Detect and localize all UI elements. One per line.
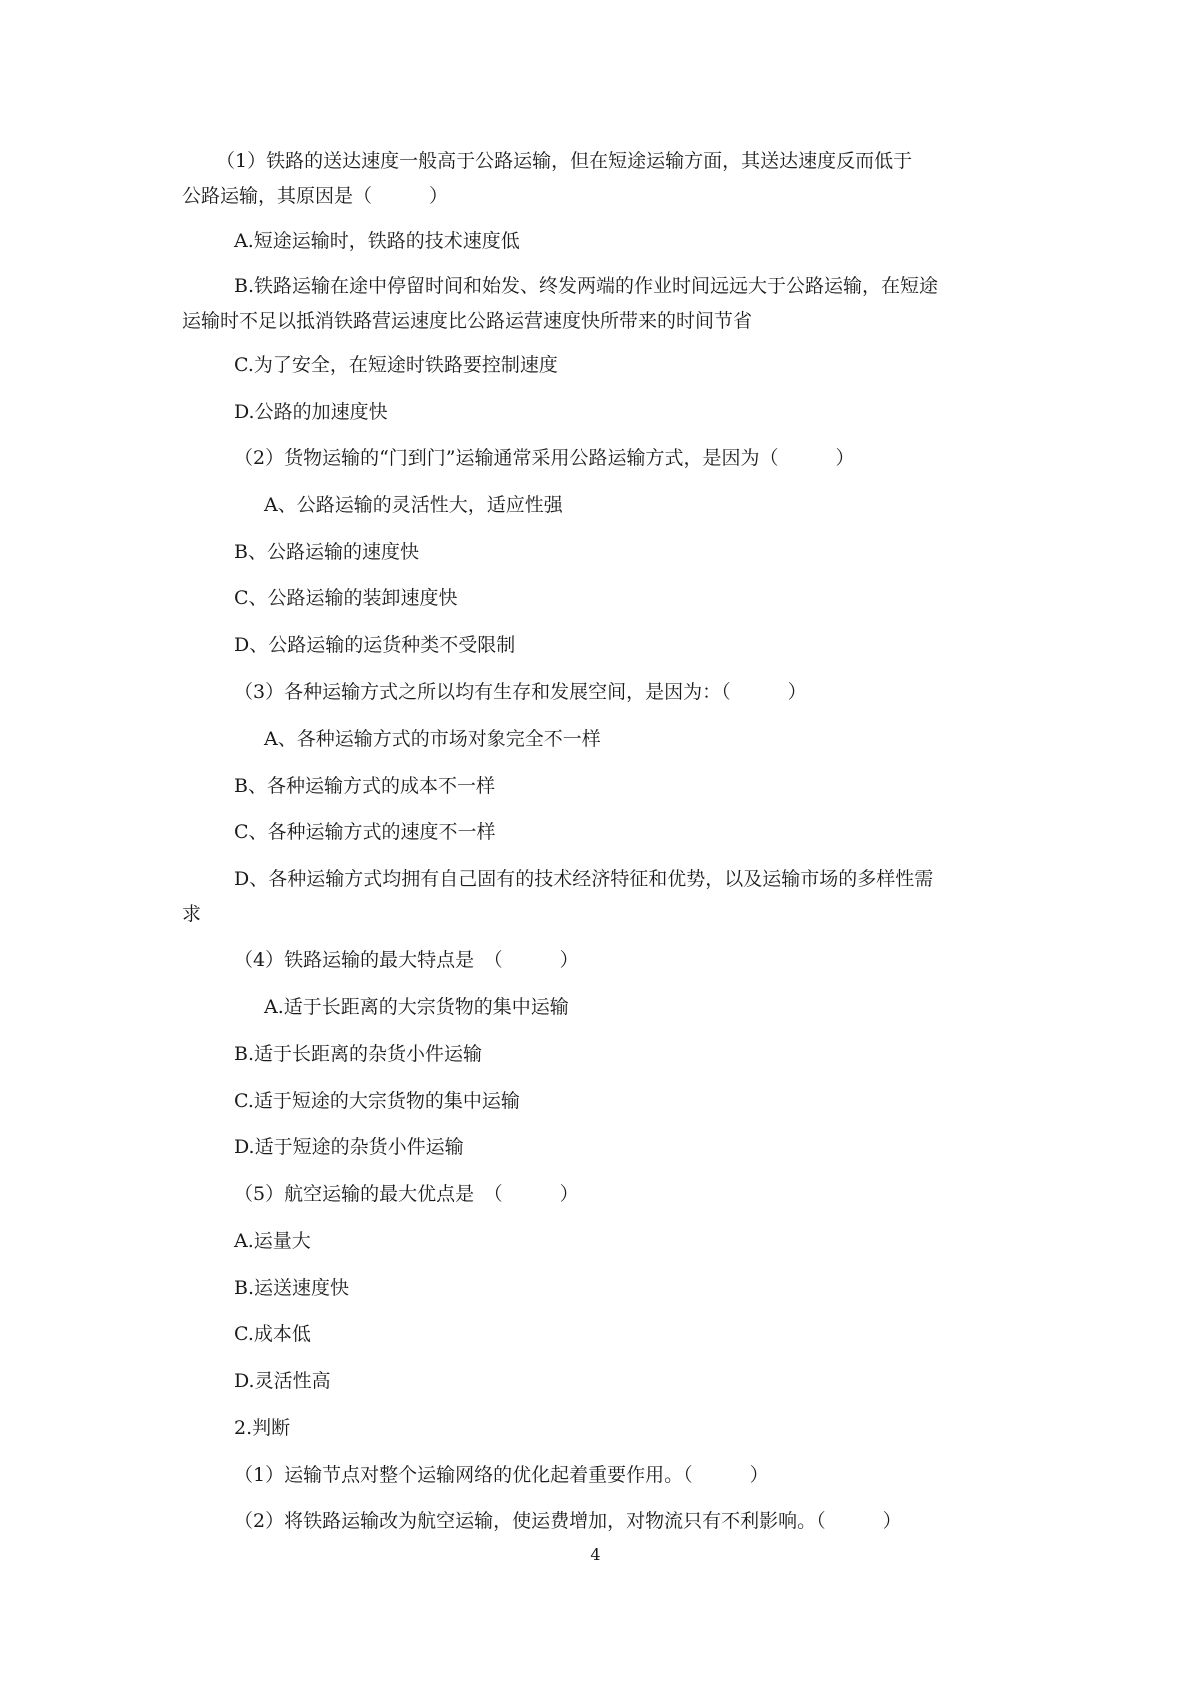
question-5-option-a: A.运量大 xyxy=(234,1230,311,1252)
question-2-option-c: C、公路运输的装卸速度快 xyxy=(234,587,458,609)
question-5-option-b: B.运送速度快 xyxy=(234,1277,350,1299)
question-2-stem: （2）货物运输的“门到门”运输通常采用公路运输方式，是因为（ ） xyxy=(234,447,855,469)
question-1-option-a: A.短途运输时，铁路的技术速度低 xyxy=(234,230,520,252)
question-2-option-b: B、公路运输的速度快 xyxy=(234,541,419,563)
question-1-stem-line-2: 公路运输，其原因是（ ） xyxy=(182,185,449,207)
question-1-stem-line-1: （1）铁路的送达速度一般高于公路运输，但在短途运输方面，其送达速度反而低于 xyxy=(216,150,913,172)
question-2-option-d: D、公路运输的运货种类不受限制 xyxy=(234,634,516,656)
question-5-option-c: C.成本低 xyxy=(234,1323,311,1345)
question-4-option-c: C.适于短途的大宗货物的集中运输 xyxy=(234,1090,520,1112)
judgment-question-2: （2）将铁路运输改为航空运输，使运费增加，对物流只有不利影响。（ ） xyxy=(234,1510,902,1532)
question-5-option-d: D.灵活性高 xyxy=(234,1370,331,1392)
question-1-option-b-line-1: B.铁路运输在途中停留时间和始发、终发两端的作业时间远远大于公路运输，在短途 xyxy=(234,275,939,297)
section-heading-judgment: 2.判断 xyxy=(234,1417,291,1439)
question-2-option-a: A、公路运输的灵活性大，适应性强 xyxy=(264,494,563,516)
question-3-option-c: C、各种运输方式的速度不一样 xyxy=(234,821,496,843)
question-1-option-c: C.为了安全，在短途时铁路要控制速度 xyxy=(234,354,558,376)
question-3-option-d-line-1: D、各种运输方式均拥有自己固有的技术经济特征和优势，以及运输市场的多样性需 xyxy=(234,868,934,890)
question-4-option-b: B.适于长距离的杂货小件运输 xyxy=(234,1043,483,1065)
question-4-option-d: D.适于短途的杂货小件运输 xyxy=(234,1136,464,1158)
question-4-stem: （4）铁路运输的最大特点是 （ ） xyxy=(234,949,579,971)
question-3-option-d-line-2: 求 xyxy=(182,903,202,925)
question-4-option-a: A.适于长距离的大宗货物的集中运输 xyxy=(264,996,569,1018)
judgment-question-1: （1）运输节点对整个运输网络的优化起着重要作用。（ ） xyxy=(234,1464,769,1486)
question-3-option-a: A、各种运输方式的市场对象完全不一样 xyxy=(264,728,601,750)
question-3-stem: （3）各种运输方式之所以均有生存和发展空间，是因为：（ ） xyxy=(234,681,807,703)
question-1-option-d: D.公路的加速度快 xyxy=(234,401,388,423)
question-5-stem: （5）航空运输的最大优点是 （ ） xyxy=(234,1183,579,1205)
question-3-option-b: B、各种运输方式的成本不一样 xyxy=(234,775,495,797)
page-number: 4 xyxy=(590,1545,601,1564)
question-1-option-b-line-2: 运输时不足以抵消铁路营运速度比公路运营速度快所带来的时间节省 xyxy=(182,310,753,332)
